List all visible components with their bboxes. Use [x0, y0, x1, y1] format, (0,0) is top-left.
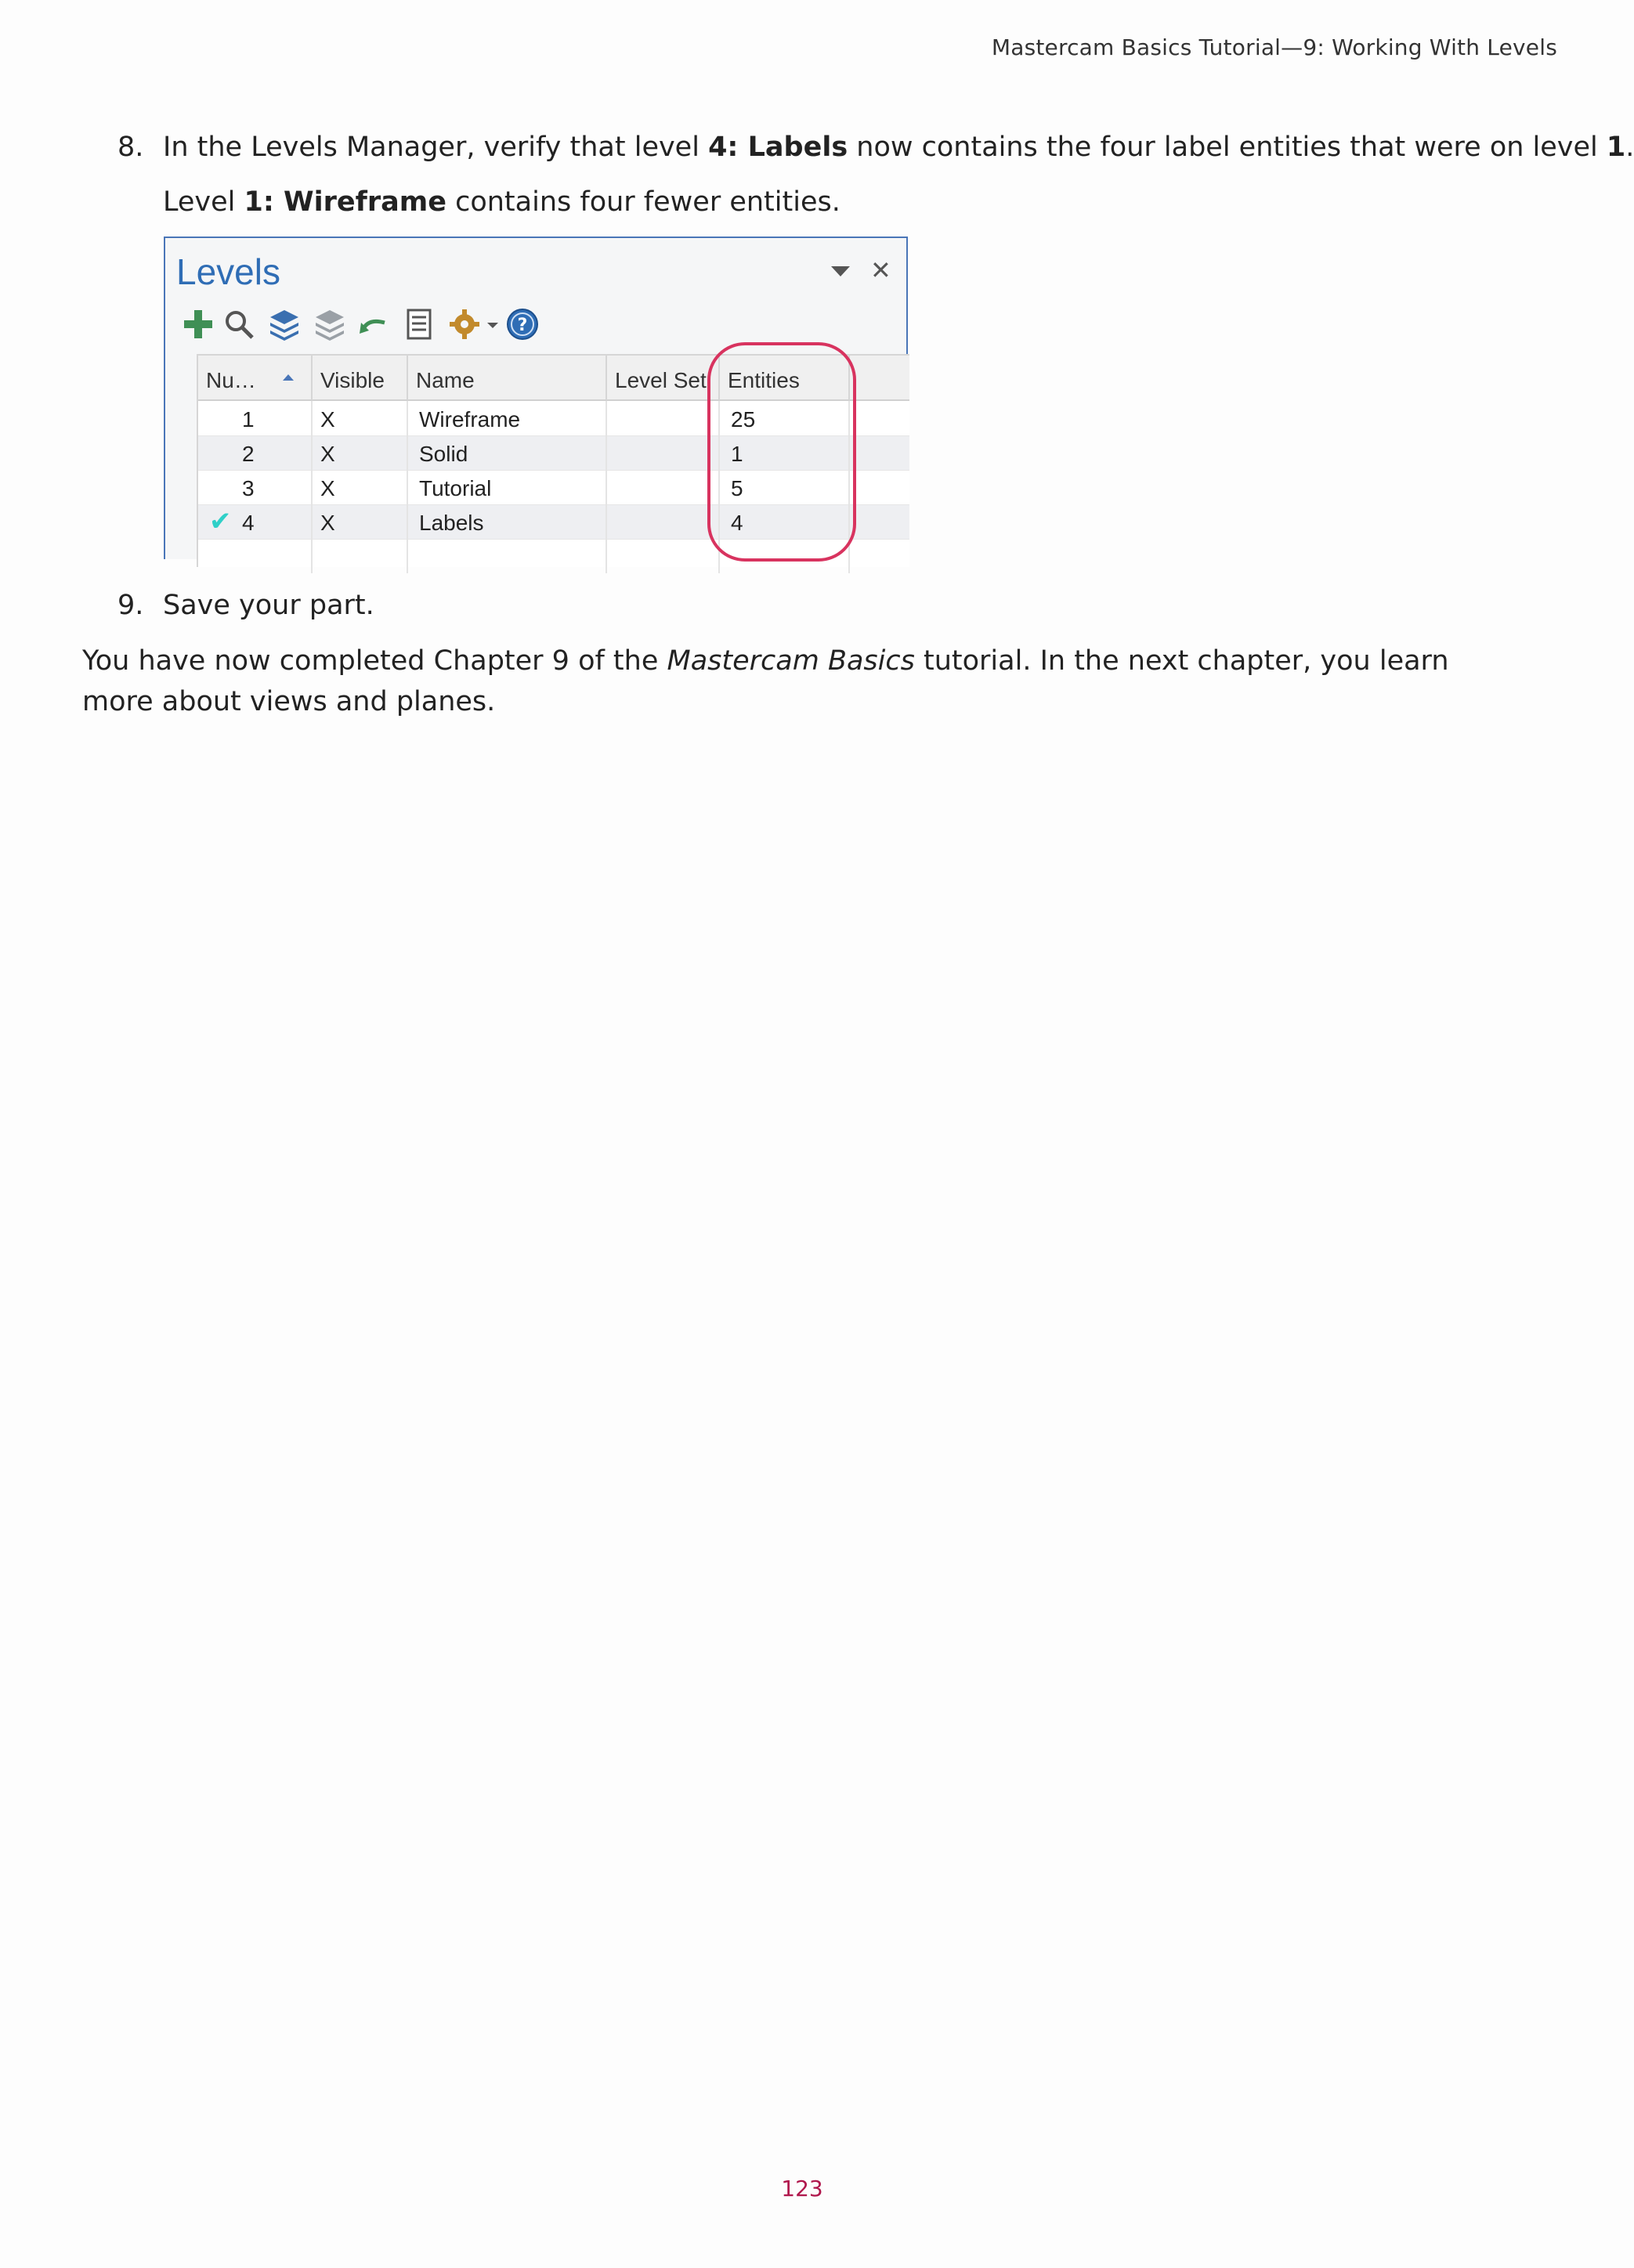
add-level-icon[interactable]: [181, 307, 215, 341]
cell-visible[interactable]: X: [320, 476, 335, 500]
cell-visible[interactable]: X: [320, 511, 335, 535]
cell-name[interactable]: Solid: [419, 442, 468, 466]
book-title: Mastercam Basics: [667, 645, 915, 677]
col-divider: [606, 401, 607, 573]
col-header-label: Nu…: [206, 368, 256, 392]
step-text: Save your part.: [163, 590, 374, 621]
panel-menu-dropdown-icon[interactable]: [831, 266, 850, 276]
col-header-filler: [850, 356, 909, 401]
page-number: 123: [781, 2176, 823, 2201]
svg-text:?: ?: [517, 316, 528, 335]
settings-gear-icon[interactable]: [447, 307, 482, 341]
entities-highlight-callout: [707, 342, 856, 562]
col-header-entities[interactable]: Entities: [720, 356, 850, 401]
settings-dropdown-icon[interactable]: [485, 307, 501, 341]
step-text: [163, 128, 1634, 166]
hide-all-levels-icon[interactable]: [313, 307, 347, 341]
cell-number: 2: [242, 442, 255, 466]
col-header-visible[interactable]: Visible: [313, 356, 408, 401]
cell-name[interactable]: Tutorial: [419, 476, 492, 500]
level-name-bold: 1: Wireframe: [244, 186, 446, 218]
level-name-bold: 4: Labels: [708, 132, 848, 163]
cell-number: 3: [242, 476, 255, 500]
sort-ascending-icon: [283, 374, 294, 381]
step-note-text: [163, 183, 840, 221]
panel-title: Levels: [176, 251, 280, 292]
col-divider: [407, 401, 408, 573]
cell-name[interactable]: Wireframe: [419, 407, 521, 432]
step-text-part: .: [1625, 132, 1634, 163]
active-level-check-icon: ✔: [209, 507, 232, 536]
closing-text-part: You have now completed Chapter 9 of the: [82, 645, 667, 677]
step-text-part: now contains the four label entities that were on level: [848, 132, 1607, 163]
cell-number: 4: [242, 511, 255, 535]
cell-number: 1: [242, 407, 255, 432]
page-header: Mastercam Basics Tutorial—9: Working With Levels: [991, 34, 1557, 60]
close-icon[interactable]: ✕: [870, 256, 891, 284]
cell-visible[interactable]: X: [320, 442, 335, 466]
cell-entities: 4: [731, 511, 743, 535]
closing-text-part: tutorial. In the next chapter, you learn more about views and planes.: [82, 645, 1449, 717]
undo-icon[interactable]: [356, 307, 391, 341]
col-header-level-set[interactable]: Level Set: [607, 356, 720, 401]
show-all-levels-icon[interactable]: [267, 307, 302, 341]
step-number: 9.: [117, 590, 144, 621]
col-header-name[interactable]: Name: [408, 356, 607, 401]
cell-entities: 1: [731, 442, 743, 466]
cell-entities: 25: [731, 407, 756, 432]
find-level-icon[interactable]: [222, 307, 256, 341]
step-text-part: In the Levels Manager, verify that level: [163, 132, 709, 163]
cell-name[interactable]: Labels: [419, 511, 484, 535]
level-number-bold: 1: [1606, 132, 1626, 163]
note-text-part: contains four fewer entities.: [446, 186, 840, 218]
note-text-part: Level: [163, 186, 244, 218]
level-list-icon[interactable]: [402, 307, 436, 341]
col-divider: [311, 401, 313, 573]
cell-entities: 5: [731, 476, 743, 500]
closing-paragraph: [82, 641, 1524, 722]
step-number: 8.: [117, 132, 144, 163]
help-icon[interactable]: [505, 307, 540, 341]
cell-visible[interactable]: X: [320, 407, 335, 432]
col-header-number[interactable]: [198, 356, 313, 401]
